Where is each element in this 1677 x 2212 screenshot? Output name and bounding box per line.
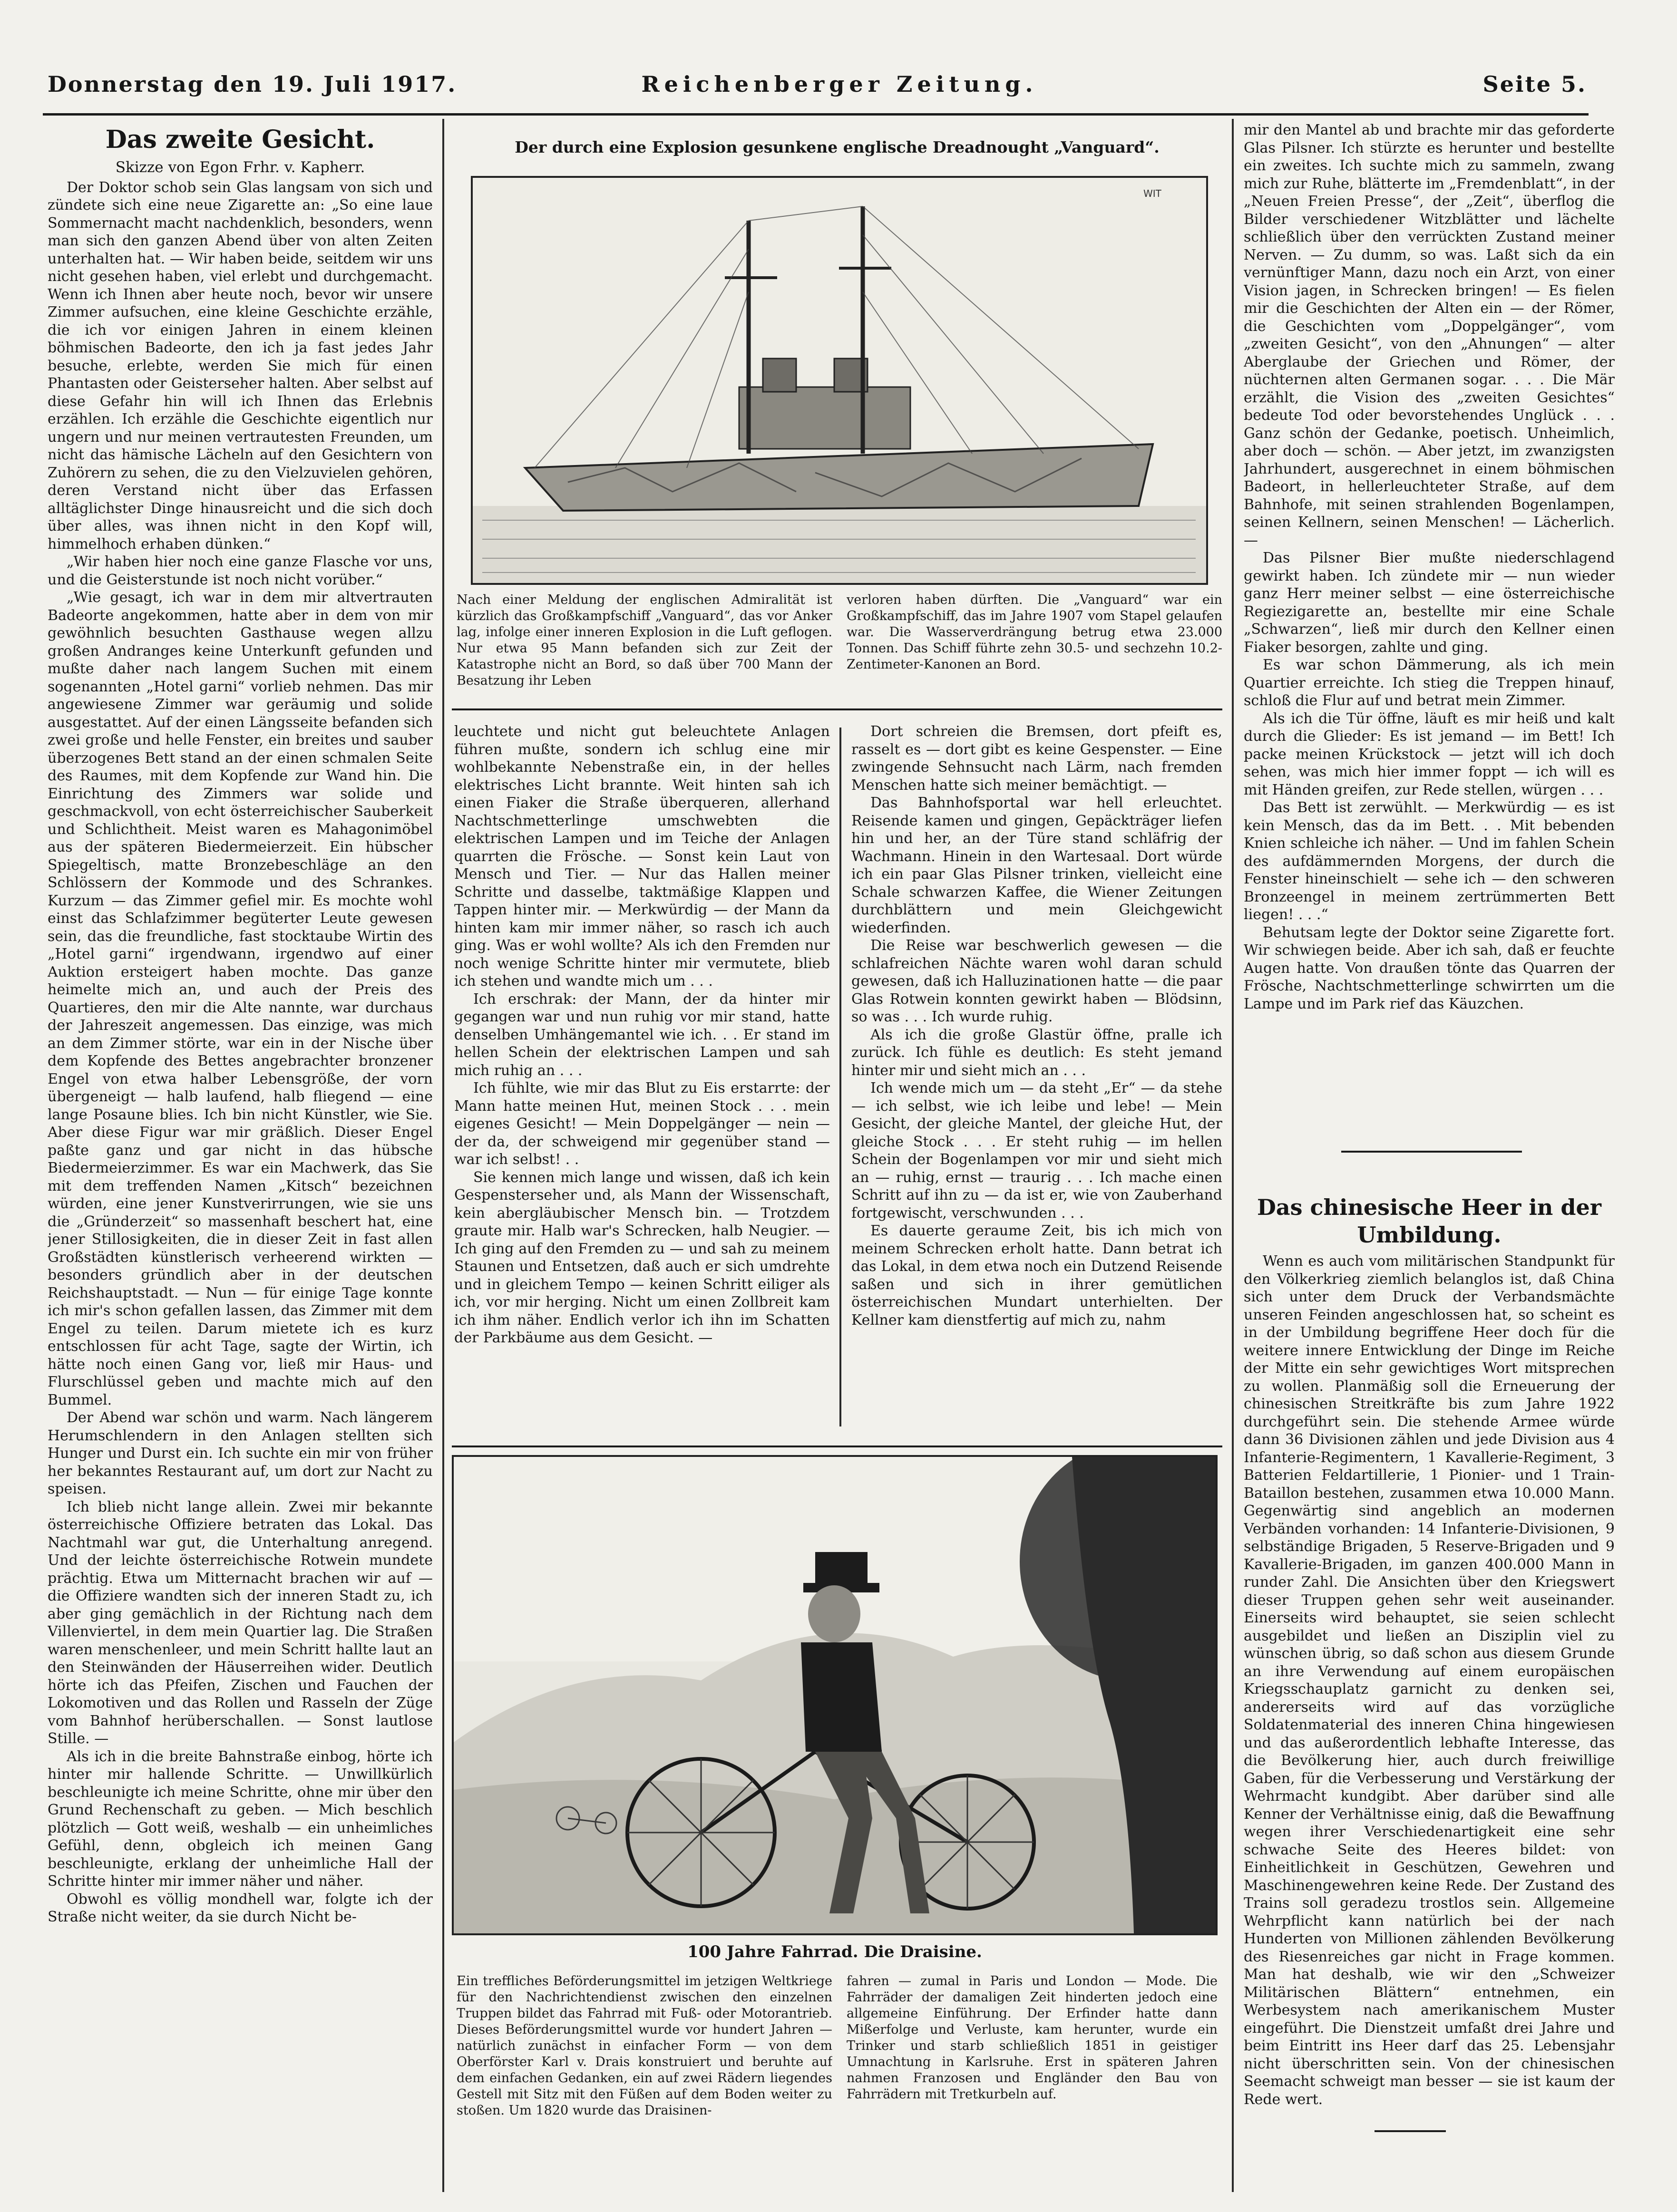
- china-title: Das chinesische Heer in der Umbildung.: [1257, 1194, 1602, 1248]
- story-paragraph: leuchtete und nicht gut beleuchtete Anlagen führen mußte, sondern ich schlug eine mir wohlbekannte Nebenstraße ein, in der helles elektrisches Licht brannte. Weit hinten sah ich einen Fiaker die Straße überqueren, allerhand Nachtschmetterlinge umschwebten die elektrischen Lampen und im Teiche der Anlagen quarrten die Frösche. — Sonst kein Laut von Mensch und Tier. — Nur das Hallen meiner Schritte und dasselbe, taktmäßige Klappen und Tappen hinter mir. — Merkwürdig — der Mann da hinten kam mir immer näher, so rasch ich auch ging. Was er wohl wollte? Als ich den Fremden nur noch wenige Schritte hinter mir vermutete, blieb ich stehen und wandte mich um . . .: [454, 723, 830, 990]
- story-paragraph: „Wir haben hier noch eine ganze Flasche vor uns, und die Geisterstunde ist noch nicht vorüber.“: [48, 553, 433, 588]
- bike-section-rule: [452, 1446, 1222, 1447]
- story-paragraph: Der Abend war schön und warm. Nach längerem Herumschlendern in den Anlagen stellten sich Hunger und Durst ein. Ich suchte ein mir von früher her bekanntes Restaurant auf, um dort zur Nacht zu speisen.: [48, 1409, 433, 1497]
- story-paragraph: Der Doktor schob sein Glas langsam von sich und zündete sich eine neue Zigarette an: „So eine laue Sommernacht macht nachdenklich, besonders, wenn man sich den ganzen Abend über von alten Zeiten unterhalten hat. — Wir haben beide, seitdem wir uns nicht gesehen haben, viel erlebt und durchgemacht. Wenn ich Ihnen aber heute noch, bevor wir unsere Zimmer aufsuchen, eine kleine Geschichte erzähle, die ich vor einigen Jahren in einem kleinen böhmischen Badeorte, den ich ja fast jedes Jahr besuche, erlebte, werden Sie mich für einen Phantasten oder Geisterseher halten. Aber selbst auf diese Gefahr hin will ich Ihnen das Erlebnis erzählen. Ich erzähle die Geschichte eigentlich nur ungern und nur meinen vertrautesten Freunden, um nicht das hämische Lächeln auf den Gesichtern von Zuhörern zu sehen, die zu den Vielzuvielen gehören, deren Verstand nicht über das Erfassen alltäglichster Dinge hinausreicht und die sich doch über alles, was ihnen nicht in den Kopf will, himmelhoch erhaben dünken.“: [48, 179, 433, 553]
- ship-caption-left: Nach einer Meldung der englischen Admiralität ist kürzlich das Großkampfschiff „Vanguard“, das vor Anker lag, infolge einer inneren Explosion in die Luft geflogen. Nur etwa 95 Mann befanden sich zur Zeit der Katastrophe nicht an Bord, so daß über 700 Mann der Besatzung ihr Leben: [457, 592, 832, 688]
- story-column-1: [48, 125, 433, 2193]
- story-paragraph: „Wie gesagt, ich war in dem mir altvertrauten Badeorte angekommen, hatte aber in dem von mir gewöhnlich besuchten Gasthause wegen allzu großen Andranges keine Unterkunft gefunden und mußte daher nach langem Suchen mit einem sogenannten „Hotel garni“ vorlieb nehmen. Das mir angewiesene Zimmer war geräumig und solide ausgestattet. Auf der einen Längsseite befanden sich zwei große und helle Fenster, ein breites und sauber überzogenes Bett stand an der einen schmalen Seite des Raumes, mit dem Kopfende zur Wand hin. Die Einrichtung des Zimmers war solide und geschmackvoll, von echt österreichischer Sauberkeit und Schlichtheit. Meist waren es Mahagonimöbel aus der späteren Biedermeierzeit. Ein hübscher Spiegeltisch, matte Bronzebeschläge an den Schlössern der Kommode und des Schrankes. Kurzum — das Zimmer gefiel mir. Es mochte wohl einst das Schlafzimmer begüterter Leute gewesen sein, das die freundliche, fast stocktaube Wirtin des „Hotel garni“ irgendwann, irgendwo auf einer Auktion ersteigert haben mochte. Das ganze heimelte mich an, und auch der Preis des Quartieres, den mir die Alte nannte, war durchaus der Jahreszeit angemessen. Das einzige, was mich an dem Zimmer störte, war ein in der Nische über dem Kopfende des Bettes angebrachter bronzener Engel von etwa halber Lebensgröße, der vorn übergeneigt — halb laufend, halb fliegend — eine lange Posaune blies. Ich bin nicht Künstler, wie Sie. Aber diese Figur war mir gräßlich. Dieser Engel paßte ganz und gar nicht in das hübsche Biedermeierzimmer. Es war ein Machwerk, das Sie mit dem treffenden Namen „Kitsch“ bezeichnen würden, eine jener Kunstverirrungen, wie sie uns die „Gründerzeit“ so massenhaft beschert hat, eine jener Stillosigkeiten, die in dieser Zeit in fast allen Großstädten künstlerisch verheerend wirkten — besonders gründlich aber in der deutschen Reichshauptstadt. — Nun — für einige Tage konnte ich mir's schon gefallen lassen, das Zimmer mit dem Engel zu teilen. Darum mietete ich es kurz entschlossen für acht Tage, sagte der Wirtin, ich hätte noch einen Gang vor, ließ mir Haus- und Flurschlüssel geben und machte mich auf den Bummel.: [48, 589, 433, 1408]
- story-paragraph: Es war schon Dämmerung, als ich mein Quartier erreichte. Ich stieg die Treppen hinauf, schloß die Flur auf und betrat mein Zimmer.: [1244, 657, 1615, 709]
- story-paragraph: Ich blieb nicht lange allein. Zwei mir bekannte österreichische Offiziere betraten das Lokal. Das Nachtmahl war gut, die Unterhaltung anregend. Und der leichte österreichische Rotwein mundete prächtig. Etwa um Mitternacht brachen wir auf — die Offiziere wandten sich der inneren Stadt zu, ich aber ging gemächlich in der Richtung nach dem Villenviertel, in dem mein Quartier lag. Die Straßen waren menschenleer, und mein Schritt hallte laut an den Steinwänden der Häuserreihen wider. Deutlich hörte ich das Pfeifen, Zischen und Fauchen der Lokomotiven und das Rollen und Rasseln der Züge vom Bahnhof herüberschallen. — Sonst lautlose Stille. —: [48, 1498, 433, 1747]
- draisine-illustration: [452, 1455, 1218, 1935]
- story-column-2: [454, 723, 830, 1417]
- story-paragraph: Behutsam legte der Doktor seine Zigarette fort. Wir schwiegen beide. Aber ich sah, daß er feuchte Augen hatte. Von draußen tönte das Quarren der Frösche, Nachtschmetterlinge schwirrten um die Lampe und im Park rief das Käuzchen.: [1244, 924, 1615, 1012]
- draisine-caption: 100 Jahre Fahrrad. Die Draisine.: [687, 1942, 982, 1961]
- ship-caption-right: verloren haben dürften. Die „Vanguard“ war ein Großkampfschiff, das im Jahre 1907 vom Stapel gelaufen war. Die Wasserverdrängung betrug etwa 23.000 Tonnen. Das Schiff führte zehn 30.5- und sechzehn 10.2-Zentimeter-Kanonen an Bord.: [847, 592, 1222, 672]
- battleship-image: [473, 178, 1206, 583]
- china-paragraph: Wenn es auch vom militärischen Standpunkt für den Völkerkrieg ziemlich belanglos ist, daß China sich unter dem Druck der Verbandsmächte unseren Feinden angeschlossen hat, so scheint es in der Umbildung begriffene Heer doch für die weitere innere Entwicklung der Dinge im Reiche der Mitte ein sehr gewichtiges Wort mitsprechen zu wollen. Planmäßig soll die Erneuerung der chinesischen Streitkräfte bis zum Jahre 1922 durchgeführt sein. Die stehende Armee würde dann 36 Divisionen zählen und jede Division aus 4 Infanterie-Regimentern, 1 Kavallerie-Regiment, 3 Batterien Feldartillerie, 1 Pionier- und 1 Train-Bataillon bestehen, zusammen etwa 10.000 Mann. Gegenwärtig sind angeblich an modernen Verbänden vorhanden: 14 Infanterie-Divisionen, 9 selbständige Brigaden, 5 Reserve-Brigaden und 9 Kavallerie-Brigaden, im ganzen 400.000 Mann in runder Zahl. Die Ansichten über den Kriegswert dieser Truppen gehen sehr weit auseinander. Einerseits wird behauptet, sie seien schlecht ausgebildet und ließen an Disziplin viel zu wünschen übrig, so daß schon aus diesem Grunde an ihre Verwendung auf einem europäischen Kriegsschauplatz garnicht zu denken sei, andererseits wird auf das vorzügliche Soldatenmaterial des inneren China hingewiesen und das außerordentlich lebhafte Interesse, das die Bevölkerung hier, auch durch freiwillige Gaben, für die Verbesserung und Verstärkung der Wehrmacht kundgibt. Aber darüber sind alle Kenner der Verhältnisse einig, daß die Bewaffnung wegen ihrer Verschiedenartigkeit eine sehr schwache Seite des Heeres bildet: von Einheitlichkeit in Geschützen, Gewehren und Maschinengewehren keine Rede. Der Zustand des Trains soll geradezu trostlos sein. Allgemeine Wehrpflicht kann natürlich bei der nach Hunderten von Millionen zählenden Bevölkerung des Riesenreiches gar nicht in Frage kommen. Man hat deshalb, wie wir den „Schweizer Militärischen Blättern“ entnehmen, ein Werbesystem nach amerikanischem Muster eingeführt. Die Dienstzeit umfaßt drei Jahre und beim Eintritt ins Heer darf das 25. Lebensjahr nicht überschritten sein. Von der chinesischen Seemacht schweigt man besser — sie ist kaum der Rede wert.: [1244, 1253, 1615, 2108]
- article-separator: [1341, 1151, 1522, 1153]
- column-divider: [442, 119, 444, 2192]
- column-divider: [839, 728, 841, 1426]
- story-paragraph: Ich fühlte, wie mir das Blut zu Eis erstarrte: der Mann hatte meinen Hut, meinen Stock . . . mein eigenes Gesicht! — Mein Doppelgänger — nein — der da, der schweigend mir gegenüber stand — war ich selbst! . .: [454, 1080, 830, 1168]
- ship-illustration: [471, 176, 1208, 585]
- story-paragraph: Als ich die große Glastür öffne, pralle ich zurück. Ich fühle es deutlich: Es steht jemand hinter mir und sieht mich an . . .: [851, 1026, 1222, 1079]
- story-paragraph: Das Pilsner Bier mußte niederschlagend gewirkt haben. Ich zündete mir — nun wieder ganz Herr meiner selbst — eine österreichische Regiezigarette an, bestellte mir eine Schale „Schwarzen“, ließ mir durch den Kellner einen Fiaker besorgen, zahlte und ging.: [1244, 550, 1615, 656]
- end-rule: [1375, 2130, 1446, 2132]
- story-paragraph: Es dauerte geraume Zeit, bis ich mich von meinem Schrecken erholt hatte. Dann betrat ich das Lokal, in dem etwa noch ein Dutzend Reisende saßen und sich in ihrer gemütlichen österreichischen Mundart unterhielten. Der Kellner kam dienstfertig auf mich zu, nahm: [851, 1222, 1222, 1329]
- page-number: Seite 5.: [1482, 71, 1587, 97]
- story-column-3: [851, 723, 1222, 1417]
- ship-section-rule: [452, 708, 1222, 710]
- newspaper-title: Reichenberger Zeitung.: [641, 71, 1038, 97]
- masthead-rule: [43, 113, 1589, 116]
- story-paragraph: Als ich in die breite Bahnstraße einbog, hörte ich hinter mir hallende Schritte. — Unwillkürlich beschleunigte ich meine Schritte, ohne mir über den Grund Rechenschaft zu geben. — Mich beschlich plötzlich — Gott weiß, weshalb — ein unheimliches Gefühl, denn, obgleich ich meinen Gang beschleunigte, erklang der unheimliche Hall der Schritte hinter mir immer näher und näher.: [48, 1748, 433, 1890]
- draisine-text-right: fahren — zumal in Paris und London — Mode. Die Fahrräder der damaligen Zeit hinderten jedoch eine allgemeine Einführung. Der Erfinder hatte dann Mißerfolge und Verluste, kam herunter, wurde ein Trinker und starb schließlich 1851 in geistiger Umnachtung in Karlsruhe. Erst in späteren Jahren nahmen Franzosen und Engländer den Bau von Fahrrädern mit Tretkurbeln auf.: [847, 1974, 1218, 2102]
- draisine-image: [454, 1457, 1216, 1933]
- story-paragraph: Ich wende mich um — da steht „Er“ — da stehe — ich selbst, wie ich leibe und lebe! — Mein Gesicht, der gleiche Mantel, der gleiche Hut, der gleiche Stock . . . Er steht ruhig — im hellen Schein der Bogenlampen vor mir und sieht mich an — ruhig, ernst — traurig . . . Ich mache einen Schritt auf ihn zu — da ist er, wie von Zauberhand fortgewischt, verschwunden . . .: [851, 1080, 1222, 1222]
- china-article: [1244, 1193, 1615, 2125]
- svg-text:WIT: WIT: [1143, 188, 1161, 199]
- story-paragraph: Das Bett ist zerwühlt. — Merkwürdig — es ist kein Mensch, das da im Bett. . . Mit bebenden Knien schleiche ich näher. — Und im fahlen Schein des aufdämmernden Morgens, der durch die Fenster hineinschielt — sehe ich — den schweren Bronzeengel in meinem zertrümmerten Bett liegen! . . .“: [1244, 799, 1615, 923]
- ship-title: Der durch eine Explosion gesunkene englische Dreadnought „Vanguard“.: [515, 138, 1160, 156]
- story-paragraph: Dort schreien die Bremsen, dort pfeift es, rasselt es — dort gibt es keine Gespenster. — Eine zwingende Sehnsucht nach Lärm, nach fremden Menschen hatte sich meiner bemächtigt. —: [851, 723, 1222, 794]
- story-paragraph: Die Reise war beschwerlich gewesen — die schlafreichen Nächte waren wohl daran schuld gewesen, daß ich Halluzinationen hatte — die paar Glas Rotwein konnten gewirkt haben — Blödsinn, so was . . . Ich wurde ruhig.: [851, 937, 1222, 1025]
- draisine-text-left: Ein treffliches Beförderungsmittel im jetzigen Weltkriege für den Nachrichtendienst zwischen den einzelnen Truppen bildet das Fahrrad mit Fuß- oder Motorantrieb. Dieses Beförderungsmittel wurde vor hundert Jahren — natürlich zunächst in einfacher Form — von dem Oberförster Karl v. Drais konstruiert und beruhte auf dem einfachen Gedanken, ein auf zwei Rädern liegendes Gestell mit Sitz mit den Füßen auf dem Boden weiter zu stoßen. Um 1820 wurde das Draisinen-: [457, 1974, 832, 2118]
- story-paragraph: Sie kennen mich lange und wissen, daß ich kein Gespensterseher und, als Mann der Wissenschaft, kein abergläubischer Mensch bin. — Trotzdem graute mir. Halb war's Schrecken, halb Neugier. — Ich ging auf den Fremden zu — und sah zu meinem Staunen und Entsetzen, daß auch er sich umdrehte und in gleichem Tempo — keinen Schritt eiliger als ich, vor mir herging. Nicht um einen Zollbreit kam ich ihm näher. Endlich verlor ich ihn im Schatten der Parkbäume aus dem Gesicht. —: [454, 1169, 830, 1346]
- story-paragraph: Obwohl es völlig mondhell war, folgte ich der Straße nicht weiter, da sie durch Nicht be-: [48, 1891, 433, 1925]
- story-paragraph: Als ich die Tür öffne, läuft es mir heiß und kalt durch die Glieder: Es ist jemand — im Bett! Ich packe meinen Krückstock — jetzt will ich doch sehen, was mich hier immer foppt — ich will es mit Händen greifen, zur Rede stellen, würgen . . .: [1244, 710, 1615, 798]
- story-column-4: [1244, 121, 1615, 1196]
- column-divider: [1232, 119, 1234, 2192]
- story-paragraph: Das Bahnhofsportal war hell erleuchtet. Reisende kamen und gingen, Gepäckträger liefen hin und her, an der Türe stand schläfrig der Wachmann. Hinein in den Wartesaal. Dort würde ich ein paar Glas Pilsner trinken, vielleicht eine Schale schwarzen Kaffee, die Wiener Zeitungen durchblättern und mein Gleichgewicht wiederfinden.: [851, 795, 1222, 936]
- header-date: Donnerstag den 19. Juli 1917.: [48, 71, 457, 97]
- story-title: Das zweite Gesicht.: [105, 125, 375, 154]
- story-byline: Skizze von Egon Frhr. v. Kapherr.: [115, 159, 365, 176]
- story-paragraph: mir den Mantel ab und brachte mir das geforderte Glas Pilsner. Ich stürzte es herunter und bestellte ein zweites. Ich suchte mich zu sammeln, zwang mich zur Ruhe, blätterte im „Fremdenblatt“, in der „Neuen Freien Presse“, der „Zeit“, überflog die Bilder verschiedener Witzblätter und lächelte schließlich über den verrückten Zustand meiner Nerven. — Zu dumm, so was. Laßt sich da ein vernünftiger Mann, dazu noch ein Arzt, von einer Vision jagen, in Schrecken bringen! — Es fielen mir die Geschichten der Alten ein — der Römer, die Geschichten vom „Doppelgänger“, vom „zweiten Gesicht“, von den „Ahnungen“ — alter Aberglaube der Griechen und Römer, der nüchternen alten Germanen sogar. . . . Die Mär erzählt, die Vision des „zweiten Gesichtes“ bedeute Tod oder bevorstehendes Unglück . . . Ganz schön der Gedanke, poetisch. Unheimlich, aber doch — schön. — Aber jetzt, im zwanzigsten Jahrhundert, ausgerechnet in einem böhmischen Badeort, in hellerleuchteter Straße, auf dem Bahnhofe, mit seinen strahlenden Bogenlampen, seinen Kellnern, seinen Menschen! — Lächerlich. —: [1244, 122, 1615, 549]
- story-paragraph: Ich erschrak: der Mann, der da hinter mir gegangen war und nun ruhig vor mir stand, hatte denselben Umhängemantel wie ich. . . Er stand im hellen Schein der elektrischen Lampen und sah mich ruhig an . . .: [454, 990, 830, 1079]
